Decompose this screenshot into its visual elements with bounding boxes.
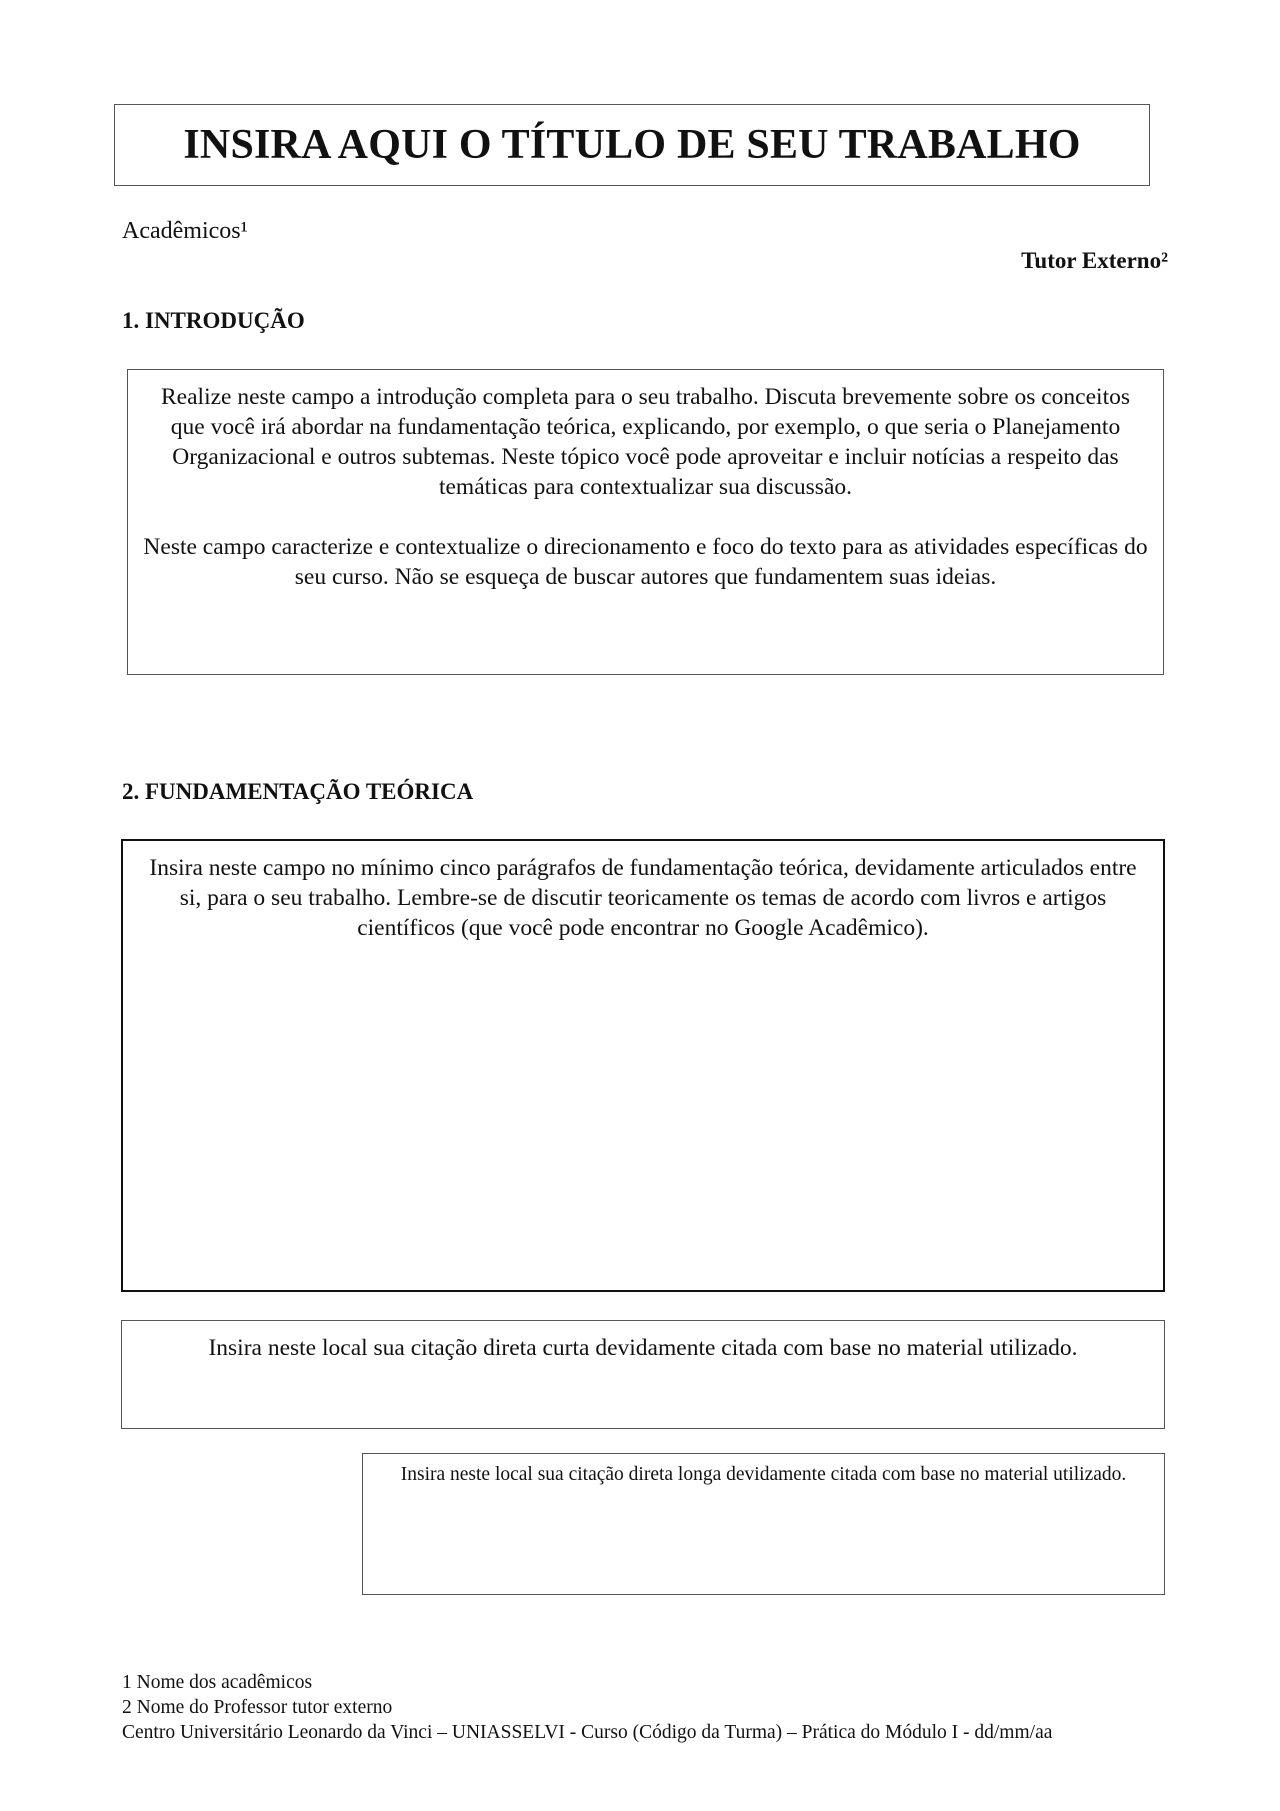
fundamentacao-heading: 2. FUNDAMENTAÇÃO TEÓRICA — [122, 779, 474, 804]
fundamentacao-text-box[interactable] — [121, 839, 1165, 1292]
document-title: INSIRA AQUI O TÍTULO DE SEU TRABALHO — [183, 122, 1081, 168]
intro-text-box[interactable] — [127, 369, 1164, 675]
intro-heading: 1. INTRODUÇÃO — [122, 308, 305, 333]
intro-paragraph-2: Neste campo caracterize e contextualize o direcionamento e foco do texto para as atividades específicas do seu curso. Não se esqueça de buscar autores que fundamentem suas ideias. — [143, 534, 1148, 590]
tutor-externo-label: Tutor Externo² — [1021, 248, 1168, 273]
long-quote-text: Insira neste local sua citação direta longa devidamente citada com base no material utilizado. — [400, 1464, 1127, 1485]
footnote-1: 1 Nome dos acadêmicos — [122, 1672, 313, 1693]
short-quote-text: Insira neste local sua citação direta curta devidamente citada com base no material utilizado. — [208, 1335, 1078, 1361]
footnote-2: 2 Nome do Professor tutor externo — [122, 1697, 393, 1718]
academicos-label: Acadêmicos¹ — [122, 218, 248, 244]
title-box[interactable] — [114, 104, 1150, 186]
footnotes — [122, 1670, 1052, 1745]
fundamentacao-paragraph: Insira neste campo no mínimo cinco parágrafos de fundamentação teórica, devidamente articulados entre si, para o seu trabalho. Lembre-se de discutir teoricamente os temas de acordo com livros e artigos científicos (que você pode encontrar no Google Acadêmico). — [149, 855, 1137, 941]
intro-paragraph-1: Realize neste campo a introdução completa para o seu trabalho. Discuta brevemente sobre os conceitos que você irá abordar na fundamentação teórica, explicando, por exemplo, o que seria o Planejamento Organizacional e outros subtemas. Neste tópico você pode aproveitar e incluir notícias a respeito das temáticas para contextualizar sua discussão. — [161, 384, 1130, 500]
short-quote-box[interactable] — [121, 1320, 1165, 1429]
institution-line: Centro Universitário Leonardo da Vinci – UNIASSELVI - Curso (Código da Turma) – Prática do Módulo I - dd/mm/aa — [122, 1722, 1053, 1743]
long-quote-box[interactable] — [362, 1453, 1165, 1595]
